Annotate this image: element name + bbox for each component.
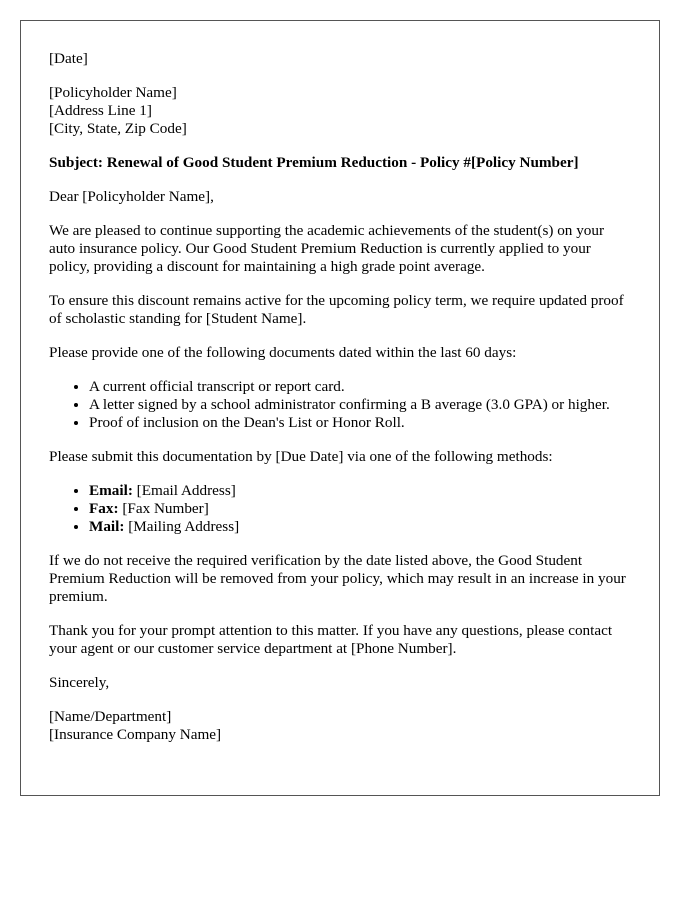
method-fax-value: [Fax Number]: [118, 500, 209, 517]
list-item: • A current official transcript or report card.: [89, 378, 631, 396]
removal-warning-paragraph: If we do not receive the required verification by the date listed above, the Good Student Premium Reduction will be removed from your policy, which may result in an increase in your premium.: [49, 552, 626, 605]
submission-methods-list: [49, 482, 631, 536]
signoff: Sincerely,: [49, 674, 110, 691]
documents-list: [49, 378, 631, 432]
thank-you-paragraph: Thank you for your prompt attention to this matter. If you have any questions, please contact your agent or our customer service department at [Phone Number].: [49, 622, 613, 657]
letter-date: [Date]: [49, 50, 88, 67]
city-state-zip: [City, State, Zip Code]: [49, 120, 187, 137]
method-mail-label: Mail:: [89, 518, 125, 535]
list-item: • A letter signed by a school administrator confirming a B average (3.0 GPA) or higher.: [89, 396, 631, 414]
method-mail: [89, 518, 631, 536]
method-email: [89, 482, 631, 500]
submit-intro: Please submit this documentation by [Due Date] via one of the following methods:: [49, 448, 553, 465]
method-fax: [89, 500, 631, 518]
list-item: • Proof of inclusion on the Dean's List or Honor Roll.: [89, 414, 631, 432]
intro-paragraph: We are pleased to continue supporting the academic achievements of the student(s) on your auto insurance policy. Our Good Student Premium Reduction is currently applied to your policy, providing a discount for maintaining a high grade point average.: [49, 222, 605, 275]
subject-line: Subject: Renewal of Good Student Premium Reduction - Policy #[Policy Number]: [49, 154, 579, 171]
documents-intro: Please provide one of the following documents dated within the last 60 days:: [49, 344, 517, 361]
method-mail-value: [Mailing Address]: [124, 518, 240, 535]
recipient-name: [Policyholder Name]: [49, 84, 177, 101]
method-email-label: Email:: [89, 482, 133, 499]
signature-block: [49, 708, 631, 744]
letter-page: [20, 20, 660, 796]
method-fax-label: Fax:: [89, 500, 119, 517]
salutation: Dear [Policyholder Name],: [49, 188, 214, 205]
requirement-paragraph: To ensure this discount remains active for the upcoming policy term, we require updated proof of scholastic standing for [Student Name].: [49, 292, 624, 327]
method-email-value: [Email Address]: [132, 482, 236, 499]
signature-company: [Insurance Company Name]: [49, 726, 222, 743]
address-line-1: [Address Line 1]: [49, 102, 152, 119]
recipient-address-block: [49, 84, 631, 138]
signature-name-department: [Name/Department]: [49, 708, 172, 725]
